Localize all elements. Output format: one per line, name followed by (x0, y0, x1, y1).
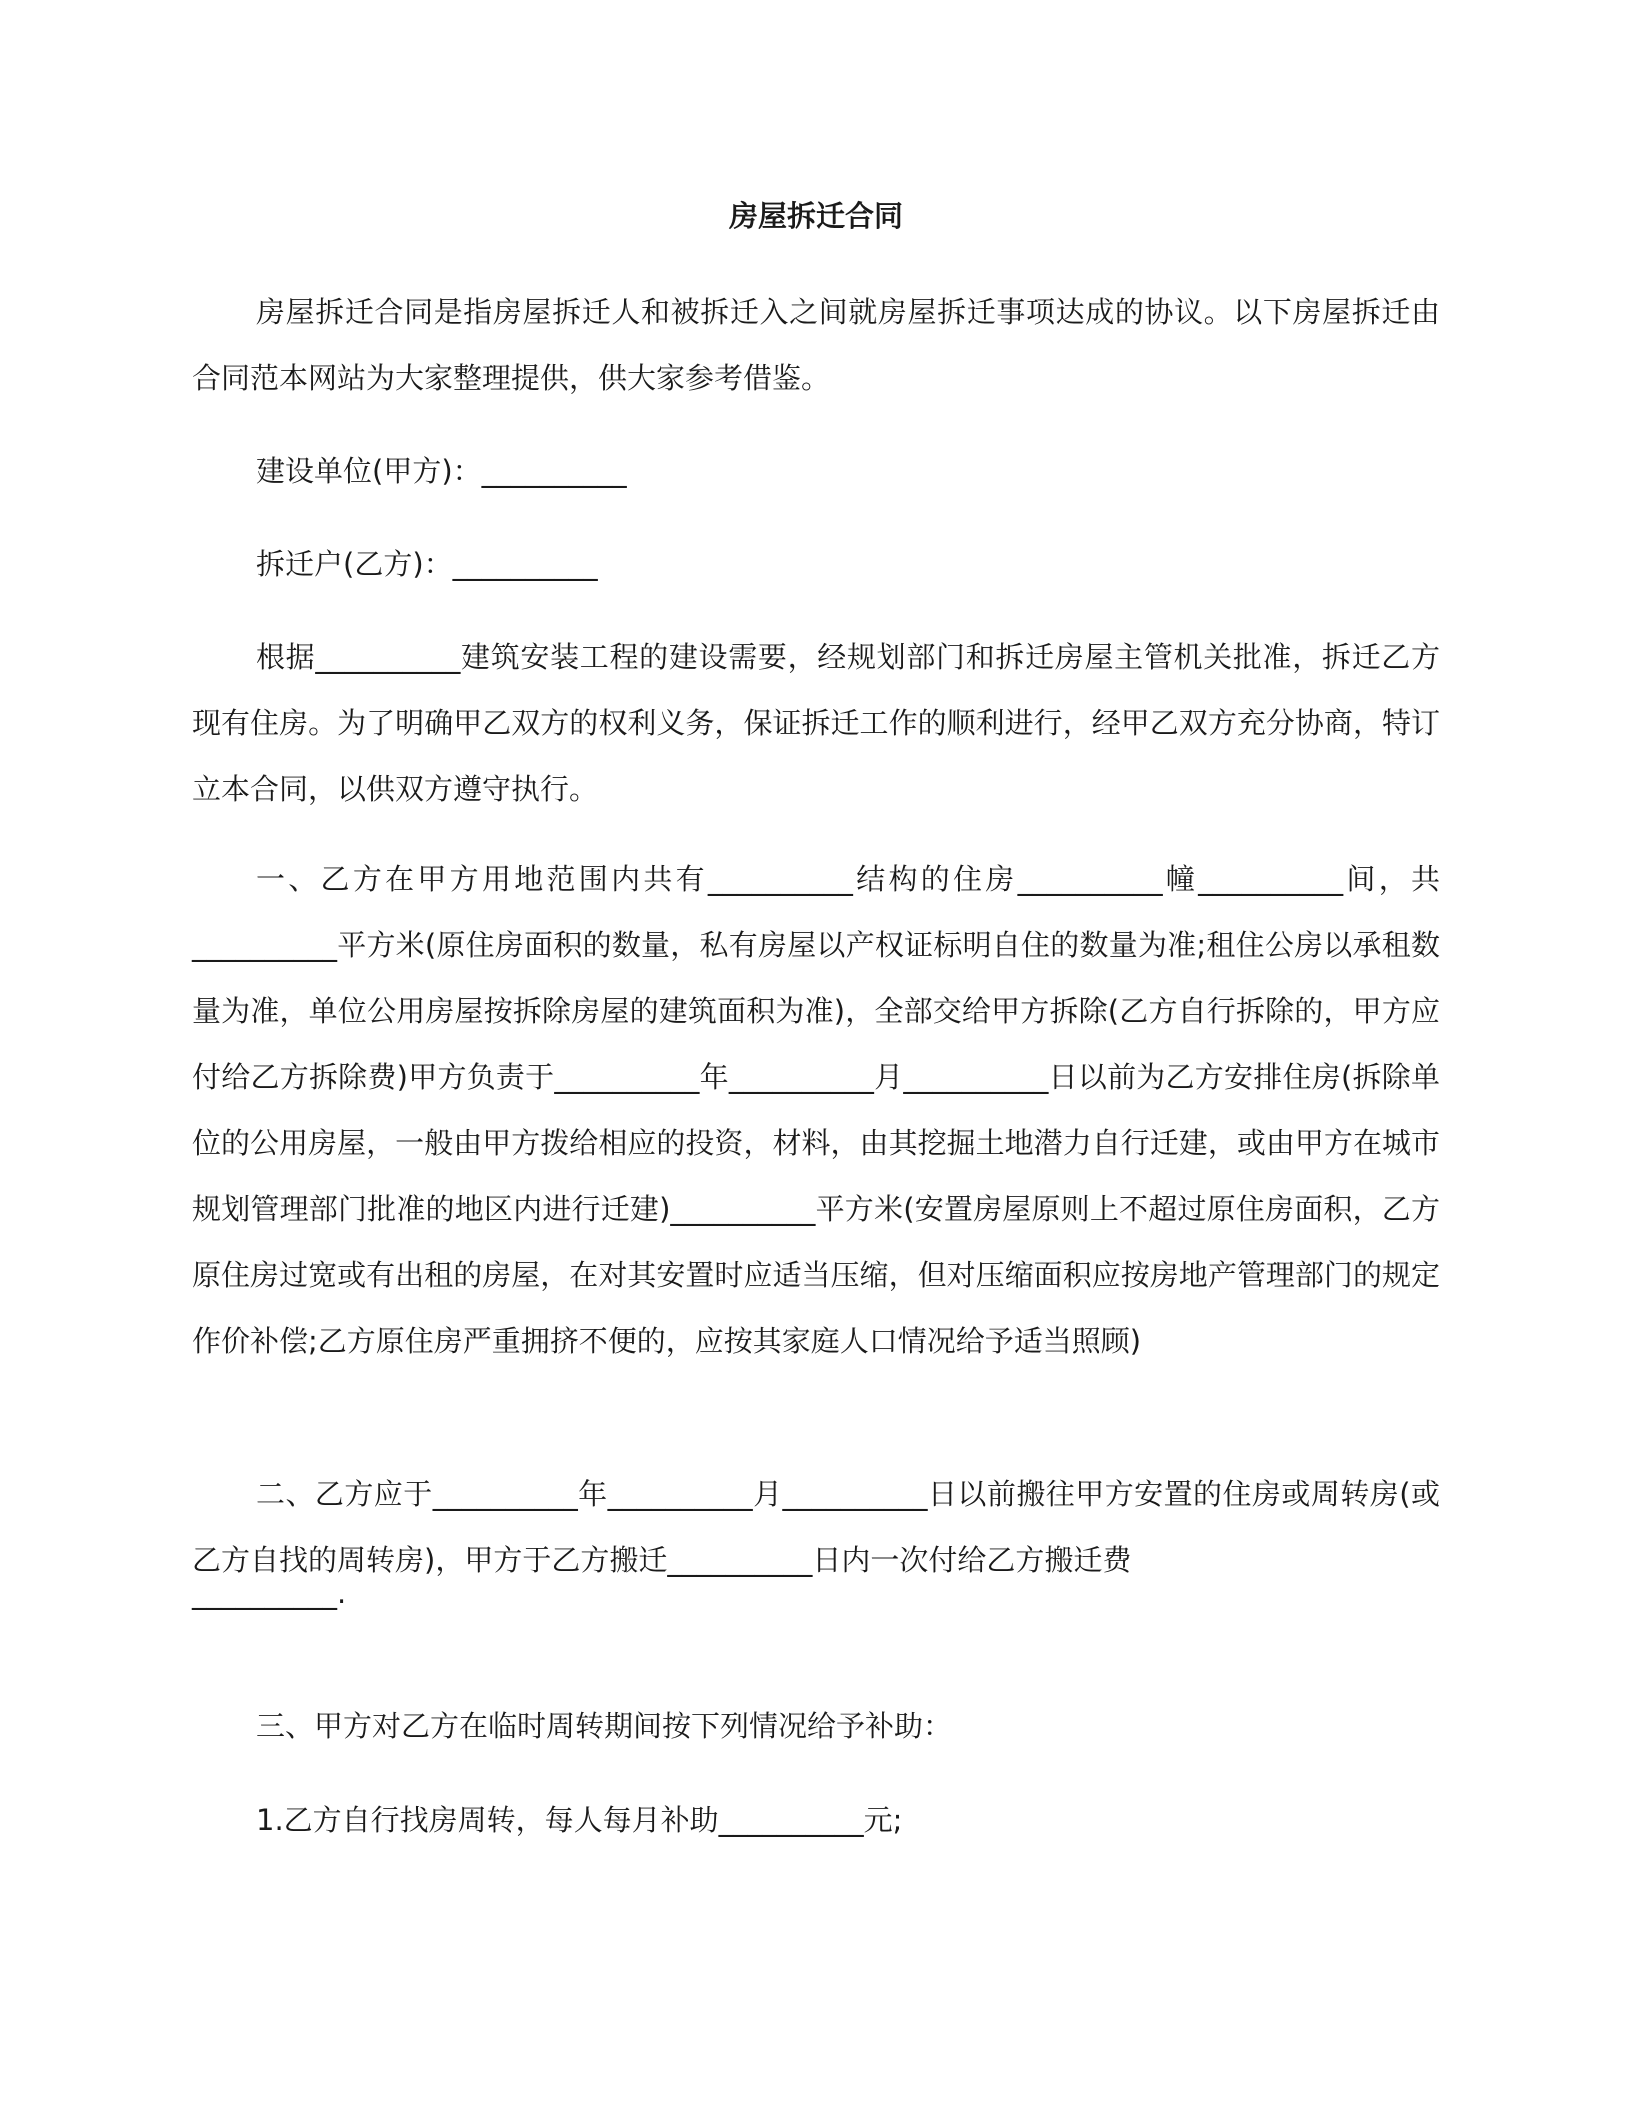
clause-one-paragraph: 一、乙方在甲方用地范围内共有__________结构的住房__________幢__________间，共__________平方米(原住房面积的数量，私有房屋以产权证标明自住的数量为准;租住公房以承租数量为准，单位公用房屋按拆除房屋的建筑面积为准)，全部交给甲方拆除(乙方自行拆除的，甲方应付给乙方拆除费)甲方负责于__________年__________月__________日以前为乙方安排住房(拆除单位的公用房屋，一般由甲方拨给相应的投资，材料，由其挖掘土地潜力自行迁建，或由甲方在城市规划管理部门批准的地区内进行迁建)__________平方米(安置房屋原则上不超过原住房面积，乙方原住房过宽或有出租的房屋，在对其安置时应适当压缩，但对压缩面积应按房地产管理部门的规定作价补偿;乙方原住房严重拥挤不便的，应按其家庭人口情况给予适当照顾) (192, 862, 1440, 1358)
party-b-line: 拆迁户(乙方)：__________ (256, 547, 598, 581)
basis-paragraph: 根据__________建筑安装工程的建设需要，经规划部门和拆迁房屋主管机关批准，拆迁乙方现有住房。为了明确甲乙双方的权利义务，保证拆迁工作的顺利进行，经甲乙双方充分协商，特订立本合同，以供双方遵守执行。 (192, 640, 1440, 806)
clause-two-fee-blank: __________. (192, 1576, 347, 1610)
clause-two-paragraph: 二、乙方应于__________年__________月__________日以前搬往甲方安置的住房或周转房(或乙方自找的周转房)，甲方于乙方搬迁__________日内一次付给乙方搬迁费 (192, 1477, 1440, 1577)
clause-three-paragraph: 三、甲方对乙方在临时周转期间按下列情况给予补助： (256, 1709, 953, 1743)
document-page (192, 0, 1440, 2112)
clause-three-item-one: 1.乙方自行找房周转，每人每月补助__________元; (256, 1803, 903, 1837)
intro-paragraph: 房屋拆迁合同是指房屋拆迁人和被拆迁入之间就房屋拆迁事项达成的协议。以下房屋拆迁由合同范本网站为大家整理提供，供大家参考借鉴。 (192, 295, 1440, 395)
document-title: 房屋拆迁合同 (728, 199, 903, 233)
party-a-line: 建设单位(甲方)：__________ (256, 454, 627, 488)
